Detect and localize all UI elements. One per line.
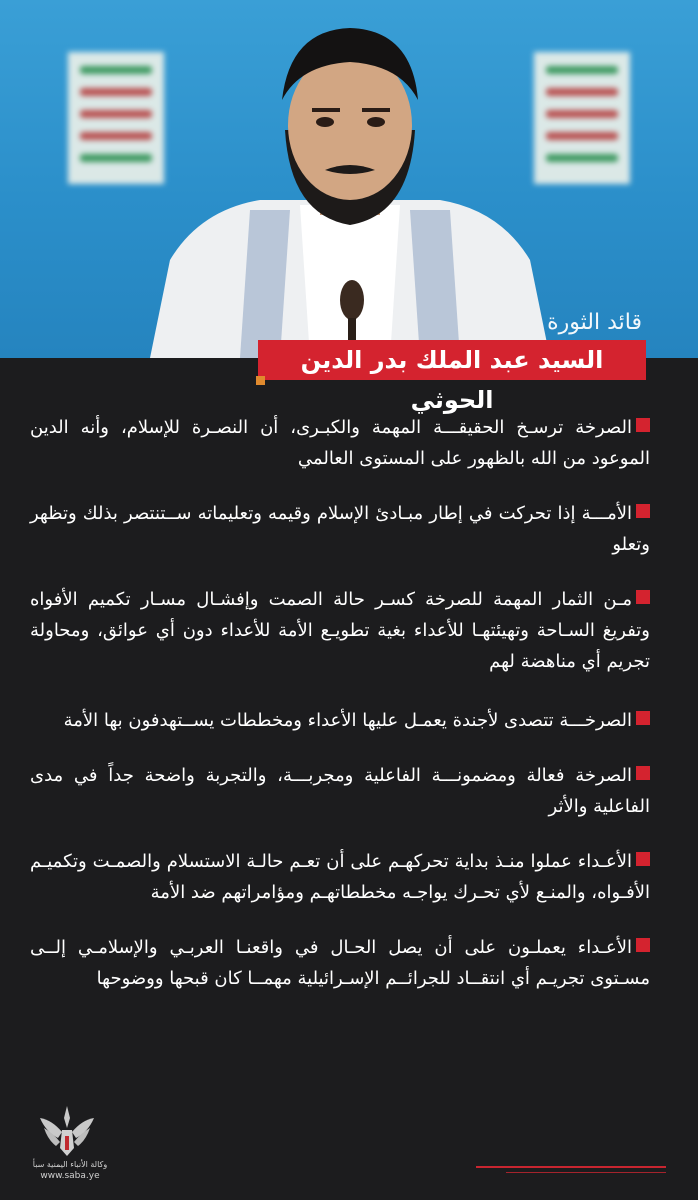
red-bullet-icon [636, 938, 650, 952]
agency-name: وكالة الأنباء اليمنية سبأ [32, 1160, 108, 1169]
quote-paragraph: الصرخة فعالة ومضمونـــة الفاعلية ومجربـــة، والتجربة واضحة جداً في مدى الفاعلية والأثر [30, 765, 650, 817]
speaker-portrait [140, 10, 560, 358]
quote-paragraph: الأعـداء يعملـون على أن يصل الحـال في واقعنـا العربـي والإسلامـي إلــى مسـتوى تجريـم أي انتقــاد للجرائــم الإسـرائيلية مهمــا كان قبحها ووضوحها [30, 937, 650, 989]
quote-paragraph: الصرخـــة تتصدى لأجندة يعمـل عليها الأعداء ومخططات يســتهدفون بها الأمة [30, 705, 650, 736]
caption-subtitle: قائد الثورة [547, 310, 642, 335]
quote-paragraph: الصرخة ترسـخ الحقيقـــة المهمة والكبـرى، أن النصـرة للإسلام، وأنه الدين الموعود من الله بالظهور على المستوى العالمي [30, 417, 650, 469]
red-bullet-icon [636, 504, 650, 518]
caption-name-bar: السيد عبد الملك بدر الدين الحوثي [258, 340, 646, 380]
header-photo-area [0, 0, 698, 358]
saba-eagle-logo-icon [32, 1098, 102, 1168]
red-bullet-icon [636, 711, 650, 725]
quote-paragraph: الأعـداء عملوا منـذ بداية تحركهـم على أن تعـم حالـة الاستسلام والصمـت وتكميـم الأفـواه، والمنـع لأي تحـرك يواجـه مخططاتهـم ومؤامراتهم ضد الأمة [30, 851, 650, 903]
agency-url: www.saba.ye [40, 1171, 100, 1181]
footer-red-line-thin [506, 1172, 666, 1173]
footer-red-line [476, 1166, 666, 1168]
quotes-list [30, 412, 650, 1018]
red-bullet-icon [636, 418, 650, 432]
quote-paragraph: الأمـــة إذا تحركت في إطار مبـادئ الإسلام وقيمه وتعليماته ســتنتصر بذلك وتظهر وتعلو [30, 503, 650, 555]
red-bullet-icon [636, 590, 650, 604]
red-bullet-icon [636, 852, 650, 866]
red-bullet-icon [636, 766, 650, 780]
decorative-square [256, 376, 265, 385]
quote-paragraph: مـن الثمار المهمة للصرخة كسـر حالة الصمت وإفشـال مسـار تكميم الأفواه وتفريغ السـاحة وتهيئتهـا للأعداء بغية تطويـع الأمة للأعداء دون أي عوائق، ومحاولة تجريم أي مناهضة لهم [30, 589, 650, 672]
